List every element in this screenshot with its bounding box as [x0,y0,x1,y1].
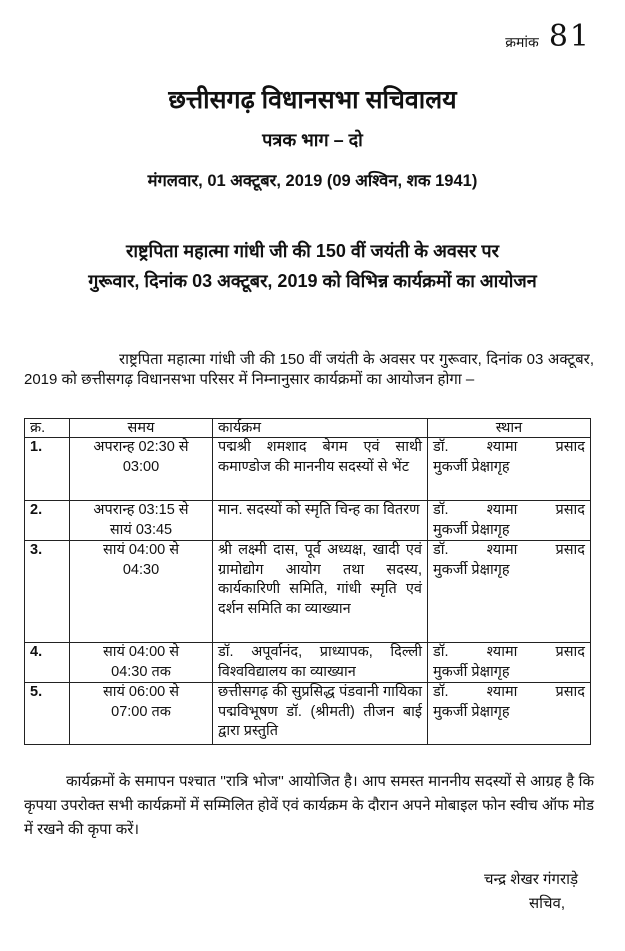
row-time [70,541,213,643]
row-program: छत्तीसगढ़ की सुप्रसिद्ध पंडवानी गायिका पद्मविभूषण डॉ. (श्रीमती) तीजन बाई द्वारा प्रस्तुति [213,683,428,745]
row-serial: 1. [25,438,70,501]
header-time: समय [70,419,213,438]
header-venue: स्थान [428,419,591,438]
serial-number [505,19,591,54]
venue-word-dr: डॉ. [433,684,449,700]
row-venue-line1 [433,438,585,458]
table-header-row [25,419,591,438]
row-venue-line2: मुकर्जी प्रेक्षागृह [433,521,510,538]
venue-word-dr: डॉ. [433,439,449,455]
table-row [25,438,591,501]
row-time-start: सायं 04:00 से [102,644,180,660]
signatory-designation: सचिव, [528,895,566,912]
row-venue-line2: मुकर्जी प्रेक्षागृह [433,458,510,475]
row-serial: 4. [25,643,70,683]
document-subtitle: पत्रक भाग – दो [262,130,363,150]
row-serial: 3. [25,541,70,643]
venue-word-prasad: प्रसाद [555,684,585,700]
header-serial: क्र. [25,419,70,438]
row-time-end: 07:00 तक [111,703,171,720]
schedule-table [24,418,591,745]
closing-paragraph: कार्यक्रमों के समापन पश्चात ''रात्रि भोज'' आयोजित है। आप समस्त माननीय सदस्यों से आग्रह है कि कृपया उपरोक्त सभी कार्यक्रमों में सम्मिलित होवें एवं कार्यक्रम के दौरान अपने मोबाइल फोन स्वीच ऑफ मोड में रखने की कृपा करें। [24,773,594,838]
row-time-start: अपरान्ह 03:15 से [93,502,189,518]
table-row [25,683,591,745]
row-program: मान. सदस्यों को स्मृति चिन्ह का वितरण [213,501,428,541]
venue-word-shyama: श्यामा [486,644,518,660]
intro-paragraph: राष्ट्रपिता महात्मा गांधी जी की 150 वीं जयंती के अवसर पर गुरूवार, दिनांक 03 अक्टूबर, 2019 को छत्तीसगढ़ विधानसभा परिसर में निम्नानुसार कार्यक्रमों का आयोजन होगा – [24,351,594,388]
row-time [70,683,213,745]
row-time [70,438,213,501]
row-serial: 2. [25,501,70,541]
venue-word-prasad: प्रसाद [555,439,585,455]
serial-handwritten-number: 81 [548,19,591,54]
document-date: मंगलवार, 01 अक्टूबर, 2019 (09 अश्विन, शक 1941) [147,172,478,190]
row-program: डॉ. अपूर्वानंद, प्राध्यापक, दिल्ली विश्वविद्यालय का व्याख्यान [213,643,428,683]
venue-word-dr: डॉ. [433,502,449,518]
venue-word-dr: डॉ. [433,542,449,558]
venue-word-shyama: श्यामा [486,502,518,518]
table-row [25,643,591,683]
row-time-start: सायं 06:00 से [102,684,180,700]
row-venue [428,501,591,541]
row-time-end: 04:30 [122,561,160,578]
row-venue-line2: मुकर्जी प्रेक्षागृह [433,561,510,578]
table-row [25,501,591,541]
venue-word-shyama: श्यामा [486,684,518,700]
row-venue [428,643,591,683]
row-time-end: 04:30 तक [111,663,171,680]
row-venue-line2: मुकर्जी प्रेक्षागृह [433,703,510,720]
event-title [0,236,625,296]
row-serial: 5. [25,683,70,745]
venue-word-prasad: प्रसाद [555,644,585,660]
row-venue-line1 [433,501,585,521]
row-program: श्री लक्ष्मी दास, पूर्व अध्यक्ष, खादी एवं ग्रामोद्योग आयोग तथा सदस्य, कार्यकारिणी समिति, गांधी स्मृति एवं दर्शन समिति का व्याख्यान [213,541,428,643]
venue-word-shyama: श्यामा [486,542,518,558]
row-time [70,501,213,541]
signatory-name: चन्द्र शेखर गंगराड़े [483,871,578,888]
signature-block [484,868,578,916]
document-title: छत्तीसगढ़ विधानसभा सचिवालय [168,86,457,114]
venue-word-prasad: प्रसाद [555,502,585,518]
event-title-line1: राष्ट्रपिता महात्मा गांधी जी की 150 वीं जयंती के अवसर पर [126,241,499,261]
event-title-line2: गुरूवार, दिनांक 03 अक्टूबर, 2019 को विभिन्न कार्यक्रमों का आयोजन [88,271,537,291]
row-program: पद्मश्री शमशाद बेगम एवं साथी कमाण्डोज की माननीय सदस्यों से भेंट [213,438,428,501]
row-venue [428,541,591,643]
row-venue-line1 [433,643,585,663]
venue-word-dr: डॉ. [433,644,449,660]
row-time-start: अपरान्ह 02:30 से [93,439,189,455]
row-venue-line1 [433,541,585,561]
header-program: कार्यक्रम [213,419,428,438]
row-venue-line2: मुकर्जी प्रेक्षागृह [433,663,510,680]
serial-label: क्रमांक [505,34,539,50]
row-time-end: 03:00 [122,458,160,475]
table-row [25,541,591,643]
row-time [70,643,213,683]
row-time-end: सायं 03:45 [109,521,173,538]
row-time-start: सायं 04:00 से [102,542,180,558]
row-venue [428,438,591,501]
venue-word-shyama: श्यामा [486,439,518,455]
row-venue [428,683,591,745]
row-venue-line1 [433,683,585,703]
venue-word-prasad: प्रसाद [555,542,585,558]
